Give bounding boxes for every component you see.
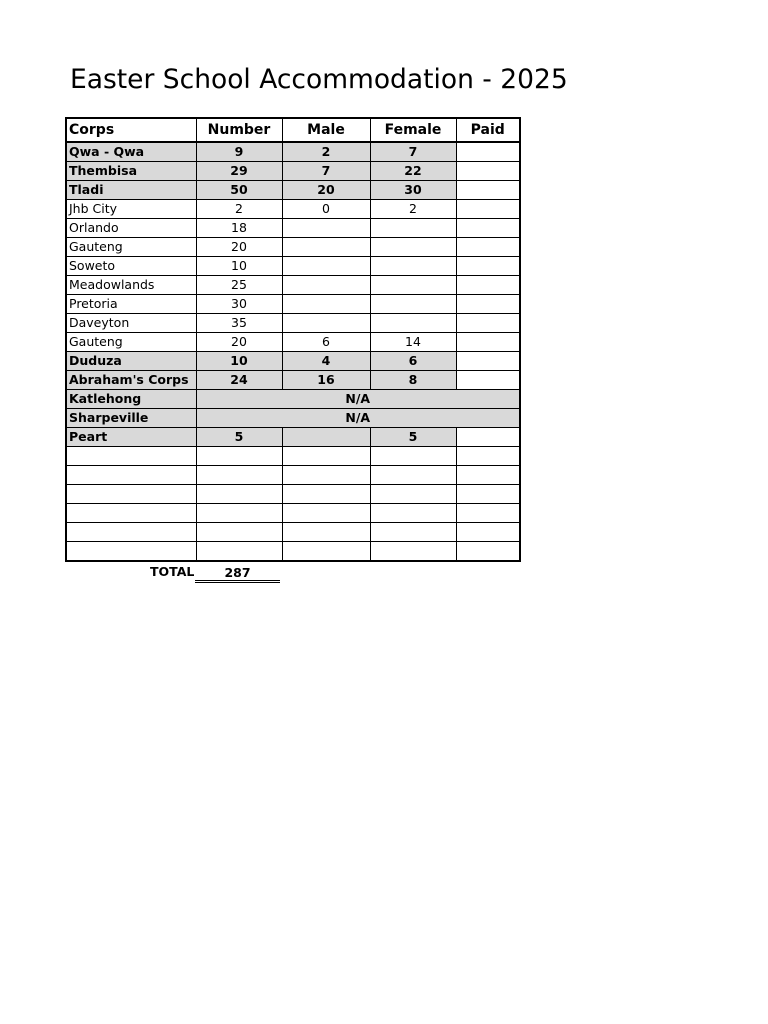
cell-female[interactable] (370, 257, 456, 276)
cell-number[interactable]: 20 (196, 238, 282, 257)
cell-number[interactable] (196, 447, 282, 466)
header-paid[interactable]: Paid (456, 118, 520, 142)
table-row (66, 238, 520, 257)
header-female[interactable]: Female (370, 118, 456, 142)
cell-corps[interactable]: Pretoria (66, 295, 196, 314)
cell-female[interactable] (370, 238, 456, 257)
cell-corps[interactable]: Thembisa (66, 162, 196, 181)
cell-corps[interactable]: Daveyton (66, 314, 196, 333)
table-row (66, 200, 520, 219)
table-row (66, 504, 520, 523)
cell-male[interactable] (282, 276, 370, 295)
cell-paid[interactable] (456, 219, 520, 238)
cell-male[interactable] (282, 295, 370, 314)
cell-corps[interactable]: Orlando (66, 219, 196, 238)
cell-male[interactable]: 0 (282, 200, 370, 219)
cell-female[interactable] (370, 504, 456, 523)
cell-paid[interactable] (456, 162, 520, 181)
cell-female[interactable] (370, 314, 456, 333)
table-row (66, 219, 520, 238)
table-row (66, 352, 520, 371)
page-title: Easter School Accommodation - 2025 (70, 64, 568, 95)
cell-number[interactable] (196, 466, 282, 485)
cell-corps[interactable]: Gauteng (66, 238, 196, 257)
cell-number[interactable] (196, 504, 282, 523)
table-row (66, 428, 520, 447)
cell-paid[interactable] (456, 466, 520, 485)
cell-number[interactable]: 5 (196, 428, 282, 447)
header-male[interactable]: Male (282, 118, 370, 142)
table-row (66, 485, 520, 504)
cell-corps[interactable]: Sharpeville (66, 409, 196, 428)
cell-number[interactable]: 9 (196, 142, 282, 162)
cell-male[interactable] (282, 447, 370, 466)
cell-paid[interactable] (456, 238, 520, 257)
cell-corps[interactable]: Katlehong (66, 390, 196, 409)
cell-female[interactable] (370, 523, 456, 542)
cell-paid[interactable] (456, 485, 520, 504)
table-row (66, 466, 520, 485)
cell-corps[interactable] (66, 466, 196, 485)
cell-male[interactable]: 16 (282, 371, 370, 390)
cell-female[interactable]: 5 (370, 428, 456, 447)
cell-number[interactable] (196, 523, 282, 542)
cell-female[interactable]: 22 (370, 162, 456, 181)
table-row (66, 447, 520, 466)
cell-male[interactable] (282, 485, 370, 504)
cell-male[interactable] (282, 466, 370, 485)
cell-female[interactable]: 7 (370, 142, 456, 162)
cell-female[interactable] (370, 466, 456, 485)
table-row (66, 371, 520, 390)
cell-corps[interactable]: Peart (66, 428, 196, 447)
cell-number[interactable]: 30 (196, 295, 282, 314)
cell-na[interactable]: N/A (196, 390, 520, 409)
cell-number[interactable]: 35 (196, 314, 282, 333)
cell-number[interactable] (196, 542, 282, 562)
cell-female[interactable] (370, 485, 456, 504)
cell-male[interactable] (282, 257, 370, 276)
header-number[interactable]: Number (196, 118, 282, 142)
cell-male[interactable] (282, 219, 370, 238)
cell-corps[interactable]: Abraham's Corps (66, 371, 196, 390)
cell-male[interactable]: 20 (282, 181, 370, 200)
cell-corps[interactable] (66, 523, 196, 542)
cell-male[interactable] (282, 542, 370, 562)
cell-paid[interactable] (456, 257, 520, 276)
cell-number[interactable]: 10 (196, 257, 282, 276)
cell-paid[interactable] (456, 142, 520, 162)
total-value[interactable]: 287 (195, 565, 280, 583)
cell-corps[interactable] (66, 485, 196, 504)
cell-female[interactable] (370, 447, 456, 466)
cell-number[interactable]: 20 (196, 333, 282, 352)
cell-paid[interactable] (456, 447, 520, 466)
cell-paid[interactable] (456, 428, 520, 447)
cell-female[interactable]: 6 (370, 352, 456, 371)
header-row (66, 118, 520, 142)
cell-paid[interactable] (456, 276, 520, 295)
cell-number[interactable]: 10 (196, 352, 282, 371)
cell-female[interactable] (370, 219, 456, 238)
cell-corps[interactable]: Gauteng (66, 333, 196, 352)
cell-male[interactable] (282, 238, 370, 257)
cell-paid[interactable] (456, 200, 520, 219)
table-row (66, 390, 520, 409)
cell-male[interactable] (282, 314, 370, 333)
cell-corps[interactable]: Duduza (66, 352, 196, 371)
cell-number[interactable]: 29 (196, 162, 282, 181)
table-row (66, 523, 520, 542)
cell-female[interactable]: 2 (370, 200, 456, 219)
table-row (66, 276, 520, 295)
cell-female[interactable] (370, 295, 456, 314)
cell-corps[interactable]: Meadowlands (66, 276, 196, 295)
cell-corps[interactable] (66, 447, 196, 466)
cell-corps[interactable] (66, 542, 196, 562)
cell-paid[interactable] (456, 333, 520, 352)
cell-number[interactable] (196, 485, 282, 504)
table-row (66, 295, 520, 314)
table-row (66, 542, 520, 562)
cell-corps[interactable]: Soweto (66, 257, 196, 276)
table-row (66, 314, 520, 333)
cell-female[interactable] (370, 542, 456, 562)
cell-paid[interactable] (456, 295, 520, 314)
table-row (66, 162, 520, 181)
cell-female[interactable]: 14 (370, 333, 456, 352)
cell-female[interactable]: 30 (370, 181, 456, 200)
cell-male[interactable]: 2 (282, 142, 370, 162)
cell-paid[interactable] (456, 523, 520, 542)
cell-number[interactable]: 18 (196, 219, 282, 238)
table-row (66, 181, 520, 200)
cell-paid[interactable] (456, 314, 520, 333)
accommodation-table (65, 117, 521, 562)
cell-male[interactable]: 4 (282, 352, 370, 371)
cell-female[interactable]: 8 (370, 371, 456, 390)
cell-corps[interactable]: Tladi (66, 181, 196, 200)
cell-corps[interactable]: Qwa - Qwa (66, 142, 196, 162)
cell-paid[interactable] (456, 504, 520, 523)
cell-paid[interactable] (456, 371, 520, 390)
cell-number[interactable]: 50 (196, 181, 282, 200)
total-label: TOTAL (150, 564, 195, 579)
cell-paid[interactable] (456, 542, 520, 562)
cell-paid[interactable] (456, 181, 520, 200)
table-row (66, 333, 520, 352)
cell-corps[interactable] (66, 504, 196, 523)
cell-male[interactable]: 6 (282, 333, 370, 352)
table-row (66, 409, 520, 428)
cell-male[interactable] (282, 504, 370, 523)
cell-corps[interactable]: Jhb City (66, 200, 196, 219)
cell-paid[interactable] (456, 352, 520, 371)
cell-male[interactable] (282, 428, 370, 447)
header-corps[interactable]: Corps (66, 118, 196, 142)
cell-number[interactable]: 25 (196, 276, 282, 295)
cell-number[interactable]: 2 (196, 200, 282, 219)
cell-number[interactable]: 24 (196, 371, 282, 390)
cell-na[interactable]: N/A (196, 409, 520, 428)
table-row (66, 142, 520, 162)
cell-male[interactable]: 7 (282, 162, 370, 181)
cell-male[interactable] (282, 523, 370, 542)
cell-female[interactable] (370, 276, 456, 295)
table-row (66, 257, 520, 276)
